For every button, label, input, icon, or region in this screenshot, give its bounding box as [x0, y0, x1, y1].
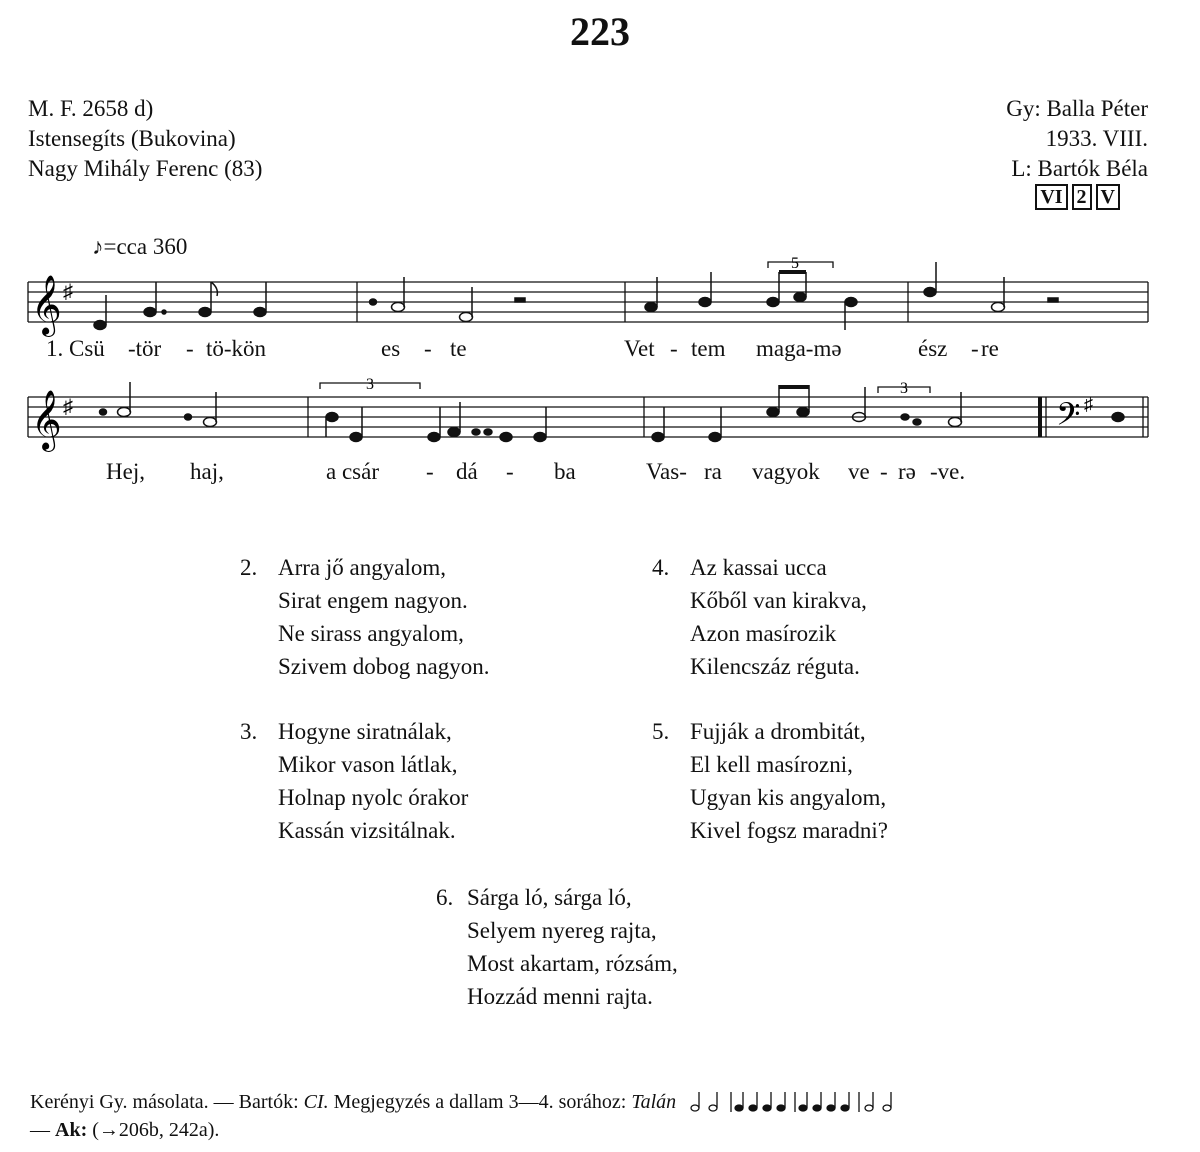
lyric-syllable: - [670, 336, 678, 361]
verse-line: Holnap nyolc órakor [278, 785, 469, 810]
verse-lines [467, 881, 678, 1013]
treble-clef-icon: 𝄞 [31, 392, 62, 449]
footer-talan: Talán [631, 1091, 677, 1113]
lyric-syllable: Vas- [646, 459, 687, 484]
lyric-syllable: - [880, 459, 888, 484]
verse-6 [436, 881, 776, 1021]
verse-line: Hozzád menni rajta. [467, 984, 653, 1009]
staff-line-2 [0, 375, 1200, 485]
lyric-syllable: rə [898, 459, 916, 484]
treble-clef-icon: 𝄞 [31, 277, 62, 334]
footer-note-line-1 [30, 1088, 927, 1114]
verse-line: Mikor vason látlak, [278, 752, 458, 777]
verse-line: Ugyan kis angyalom, [690, 785, 887, 810]
verse-3 [240, 715, 560, 855]
verse-line: Hogyne siratnálak, [278, 719, 452, 744]
footer-text: — [30, 1119, 55, 1141]
verse-2 [240, 551, 560, 691]
verse-line: Kivel fogsz maradni? [690, 818, 888, 843]
location: Istensegíts (Bukovina) [28, 126, 236, 151]
transcriber: L: Bartók Béla [1011, 156, 1148, 181]
lyric-syllable: - [424, 336, 432, 361]
collection-date: 1933. VIII. [1045, 126, 1148, 151]
eighth-note-icon: ♪ [92, 234, 104, 259]
lyric-syllable: Hej, [106, 459, 145, 484]
page-number: 223 [570, 9, 630, 54]
verse-lines [690, 715, 888, 847]
verse-line: Selyem nyereg rajta, [467, 918, 657, 943]
notes-line-2 [100, 382, 1125, 442]
lyric-syllable: - [971, 336, 979, 361]
verse-line: Szivem dobog nagyon. [278, 654, 490, 679]
tuplet-3-label: 3 [366, 376, 374, 393]
performer: Nagy Mihály Ferenc (83) [28, 156, 263, 181]
sharp-icon: ♯ [1084, 394, 1093, 414]
footer-text: Megjegyzés a dallam 3—4. sorához: [328, 1091, 632, 1113]
verse-5 [652, 715, 972, 855]
verse-line: Sirat engem nagyon. [278, 588, 468, 613]
footer-note-line-2 [30, 1119, 219, 1142]
lyric-syllable: a csár [326, 459, 379, 484]
tempo-value: =cca 360 [103, 234, 188, 259]
lyric-syllable: -ve. [930, 459, 966, 484]
footer-text: (→206b, 242a). [87, 1119, 220, 1141]
verse-line: Kőből van kirakva, [690, 588, 867, 613]
verse-4 [652, 551, 972, 691]
tuplet-3-label: 3 [900, 380, 908, 397]
footer-text: Kerényi Gy. másolata. — Bartók: [30, 1091, 304, 1113]
bass-clef-icon: 𝄢 [1056, 398, 1081, 440]
header-left [28, 94, 262, 184]
header-right [1006, 94, 1148, 184]
collection-number: M. F. 2658 d) [28, 96, 154, 121]
class-box-1: VI [1035, 184, 1067, 210]
verse-number: 5. [652, 719, 670, 744]
lyric-syllable: tem [691, 336, 726, 361]
verse-number: 3. [240, 719, 258, 744]
lyric-syllable: - [506, 459, 514, 484]
sharp-icon: ♯ [63, 281, 73, 303]
lyric-syllable: maga-mə [756, 336, 842, 361]
verse-line: Most akartam, rózsám, [467, 951, 678, 976]
lyric-syllable: re [981, 336, 999, 361]
verse-number: 4. [652, 555, 670, 580]
footer-ci: CI. [303, 1091, 329, 1113]
classification-boxes [1035, 184, 1120, 210]
lyric-syllable: es [381, 336, 401, 361]
verse-line: Kassán vizsitálnak. [278, 818, 456, 843]
lyric-syllable: ész [918, 336, 948, 361]
lyric-syllable: vagyok [752, 459, 820, 484]
rhythm-notation [687, 1088, 927, 1114]
class-box-3: V [1096, 184, 1120, 210]
verse-number: 6. [436, 885, 454, 910]
lyric-syllable: haj, [190, 459, 224, 484]
footer-ak: Ak: [55, 1119, 88, 1141]
collector: Gy: Balla Péter [1006, 96, 1148, 121]
verse-line: Fujják a drombitát, [690, 719, 866, 744]
lyric-syllable: - [186, 336, 194, 361]
lyric-syllable: dá [456, 459, 478, 484]
verse-lines [278, 715, 468, 847]
lyric-syllable: - [426, 459, 434, 484]
lyric-syllable: -tör [128, 336, 162, 361]
lyric-syllable: Vet [624, 336, 655, 361]
sharp-icon: ♯ [63, 396, 73, 418]
verse-line: Arra jő angyalom, [278, 555, 446, 580]
notes-line-1 [94, 262, 1058, 330]
verse-lines [690, 551, 867, 683]
tuplet-5-label: 5 [791, 255, 799, 272]
verse-line: El kell masírozni, [690, 752, 853, 777]
verse-line: Az kassai ucca [690, 555, 827, 580]
verse-lines [278, 551, 489, 683]
class-box-2: 2 [1072, 184, 1092, 210]
lyric-syllable: ve [848, 459, 870, 484]
verse-line: Azon masírozik [690, 621, 837, 646]
lyric-syllable: tö-kön [206, 336, 267, 361]
lyric-syllable: ra [704, 459, 722, 484]
lyric-syllable: 1. Csü [46, 336, 105, 361]
staff-line-1 [0, 250, 1200, 370]
verse-line: Ne sirass angyalom, [278, 621, 464, 646]
lyric-syllable: ba [554, 459, 576, 484]
verse-line: Sárga ló, sárga ló, [467, 885, 632, 910]
lyric-syllable: te [450, 336, 467, 361]
verse-line: Kilencszáz réguta. [690, 654, 860, 679]
verse-number: 2. [240, 555, 258, 580]
